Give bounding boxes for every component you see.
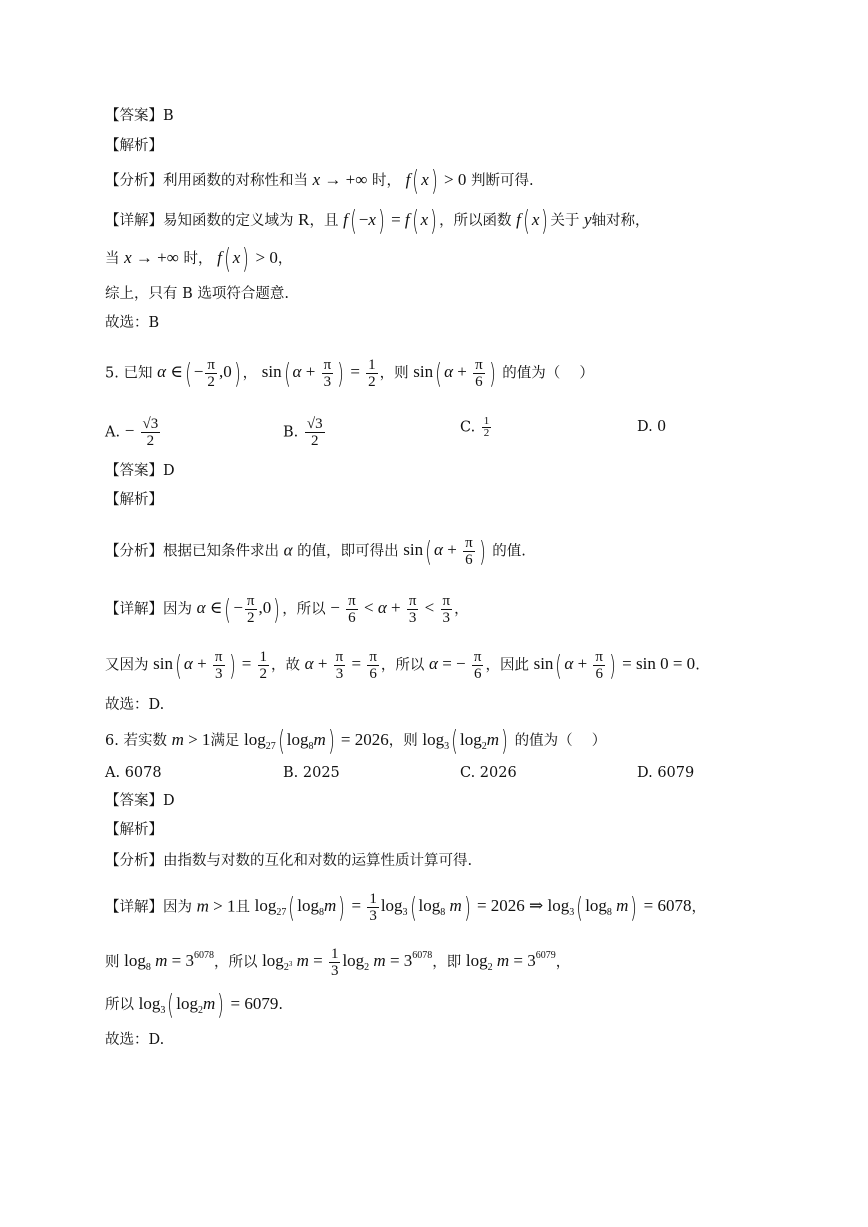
q6-xiangjie-line3: 所以 $\log_3$( $\log_2m) = 6079$. (105, 988, 283, 1022)
q5-option-c: C. $\frac{1}{2}$ (460, 415, 490, 439)
q4-fenxi: 【分析】利用函数的对称性和当 x → +∞ 时， f( x) > 0 判断可得. (105, 164, 534, 198)
q6-analysis-head: 【解析】 (105, 822, 163, 838)
q5-choose: 故选：D. (105, 697, 165, 713)
q4-analysis-head: 【解析】 (105, 138, 163, 154)
q5-option-a: A. − $\frac{√3}{2}$ (105, 416, 159, 449)
q6-choose: 故选：D. (105, 1032, 165, 1048)
q6-xiangjie-line2: 则 $\log_8 m = 3^{6078}$，所以 $\log_{2^3} m$ = $\frac{1}{3}$ $\log_2 m = 3^{6078}$，即 $\log_2 m = 3^{6079}$， (105, 946, 571, 979)
q5-xiangjie-line2: 又因为 sin( α + $\frac{\pi}{3}$ ) = $\frac{1}{2}$ ，故 α + $\frac{\pi}{3}$ = $\frac{\pi}{6}$ ，所以 α = − $\frac{\pi}{6}$ ，因此 sin( α + $\frac{\pi}{6}$ ) = sin 0 = 0. (105, 648, 700, 682)
q5-stem: 5. 已知 α ∈( − $\frac{\pi}{2}$ ,0) ， sin( α + $\frac{\pi}{3}$ ) = $\frac{1}{2}$ ，则 sin( α + $\frac{\pi}{6}$ ) 的值为（ ） (105, 356, 594, 390)
q5-answer: 【答案】D (105, 463, 175, 479)
q5-xiangjie-line1: 【详解】因为 α ∈( − $\frac{\pi}{2}$ ,0) ，所以 − $\frac{\pi}{6}$ < α + $\frac{\pi}{3}$ < $\frac{\pi}{3}$ ， (105, 592, 469, 626)
q4-xiangjie-line1: 【详解】易知函数的定义域为 R，且 f( −x) = f( x) ，所以函数 f( x) 关于 y轴对称， (105, 204, 650, 238)
q6-option-a: A. 6078 (105, 765, 162, 781)
q4-summary: 综上，只有 B 选项符合题意. (105, 286, 289, 302)
q4-choose: 故选：B (105, 315, 160, 331)
q6-option-b: B. 2025 (283, 765, 340, 781)
q5-analysis-head: 【解析】 (105, 492, 163, 508)
q5-option-d: D. 0 (637, 416, 666, 435)
q4-answer: 【答案】B (105, 108, 174, 124)
q6-stem: 6. 若实数 m > 1满足 $\log_{27}$( $\log_8m) = 2026$，则 $\log_3$( $\log_2m$) 的值为（ ） (105, 724, 607, 758)
q5-fenxi: 【分析】根据已知条件求出 α 的值，即可得出 sin( α + $\frac{\pi}{6}$ ) 的值. (105, 534, 526, 568)
q6-xiangjie-line1: 【详解】因为 m > 1且 $\log_{27}$( $\log_8m$) = $\frac{1}{3}$ $\log_3$( $\log_8 m) = 2026$ ⇒ $\log_3$( $\log_8 m) = 6078$， (105, 890, 706, 924)
q6-fenxi: 【分析】由指数与对数的互化和对数的运算性质计算可得. (105, 853, 473, 869)
q6-option-d: D. 6079 (637, 765, 695, 781)
q6-option-c: C. 2026 (460, 765, 517, 781)
q6-answer: 【答案】D (105, 793, 175, 809)
q4-xiangjie-line2: 当 x → +∞ 时， f( x) > 0， (105, 242, 293, 276)
q5-option-b: B. $\frac{√3}{2}$ (283, 416, 323, 449)
